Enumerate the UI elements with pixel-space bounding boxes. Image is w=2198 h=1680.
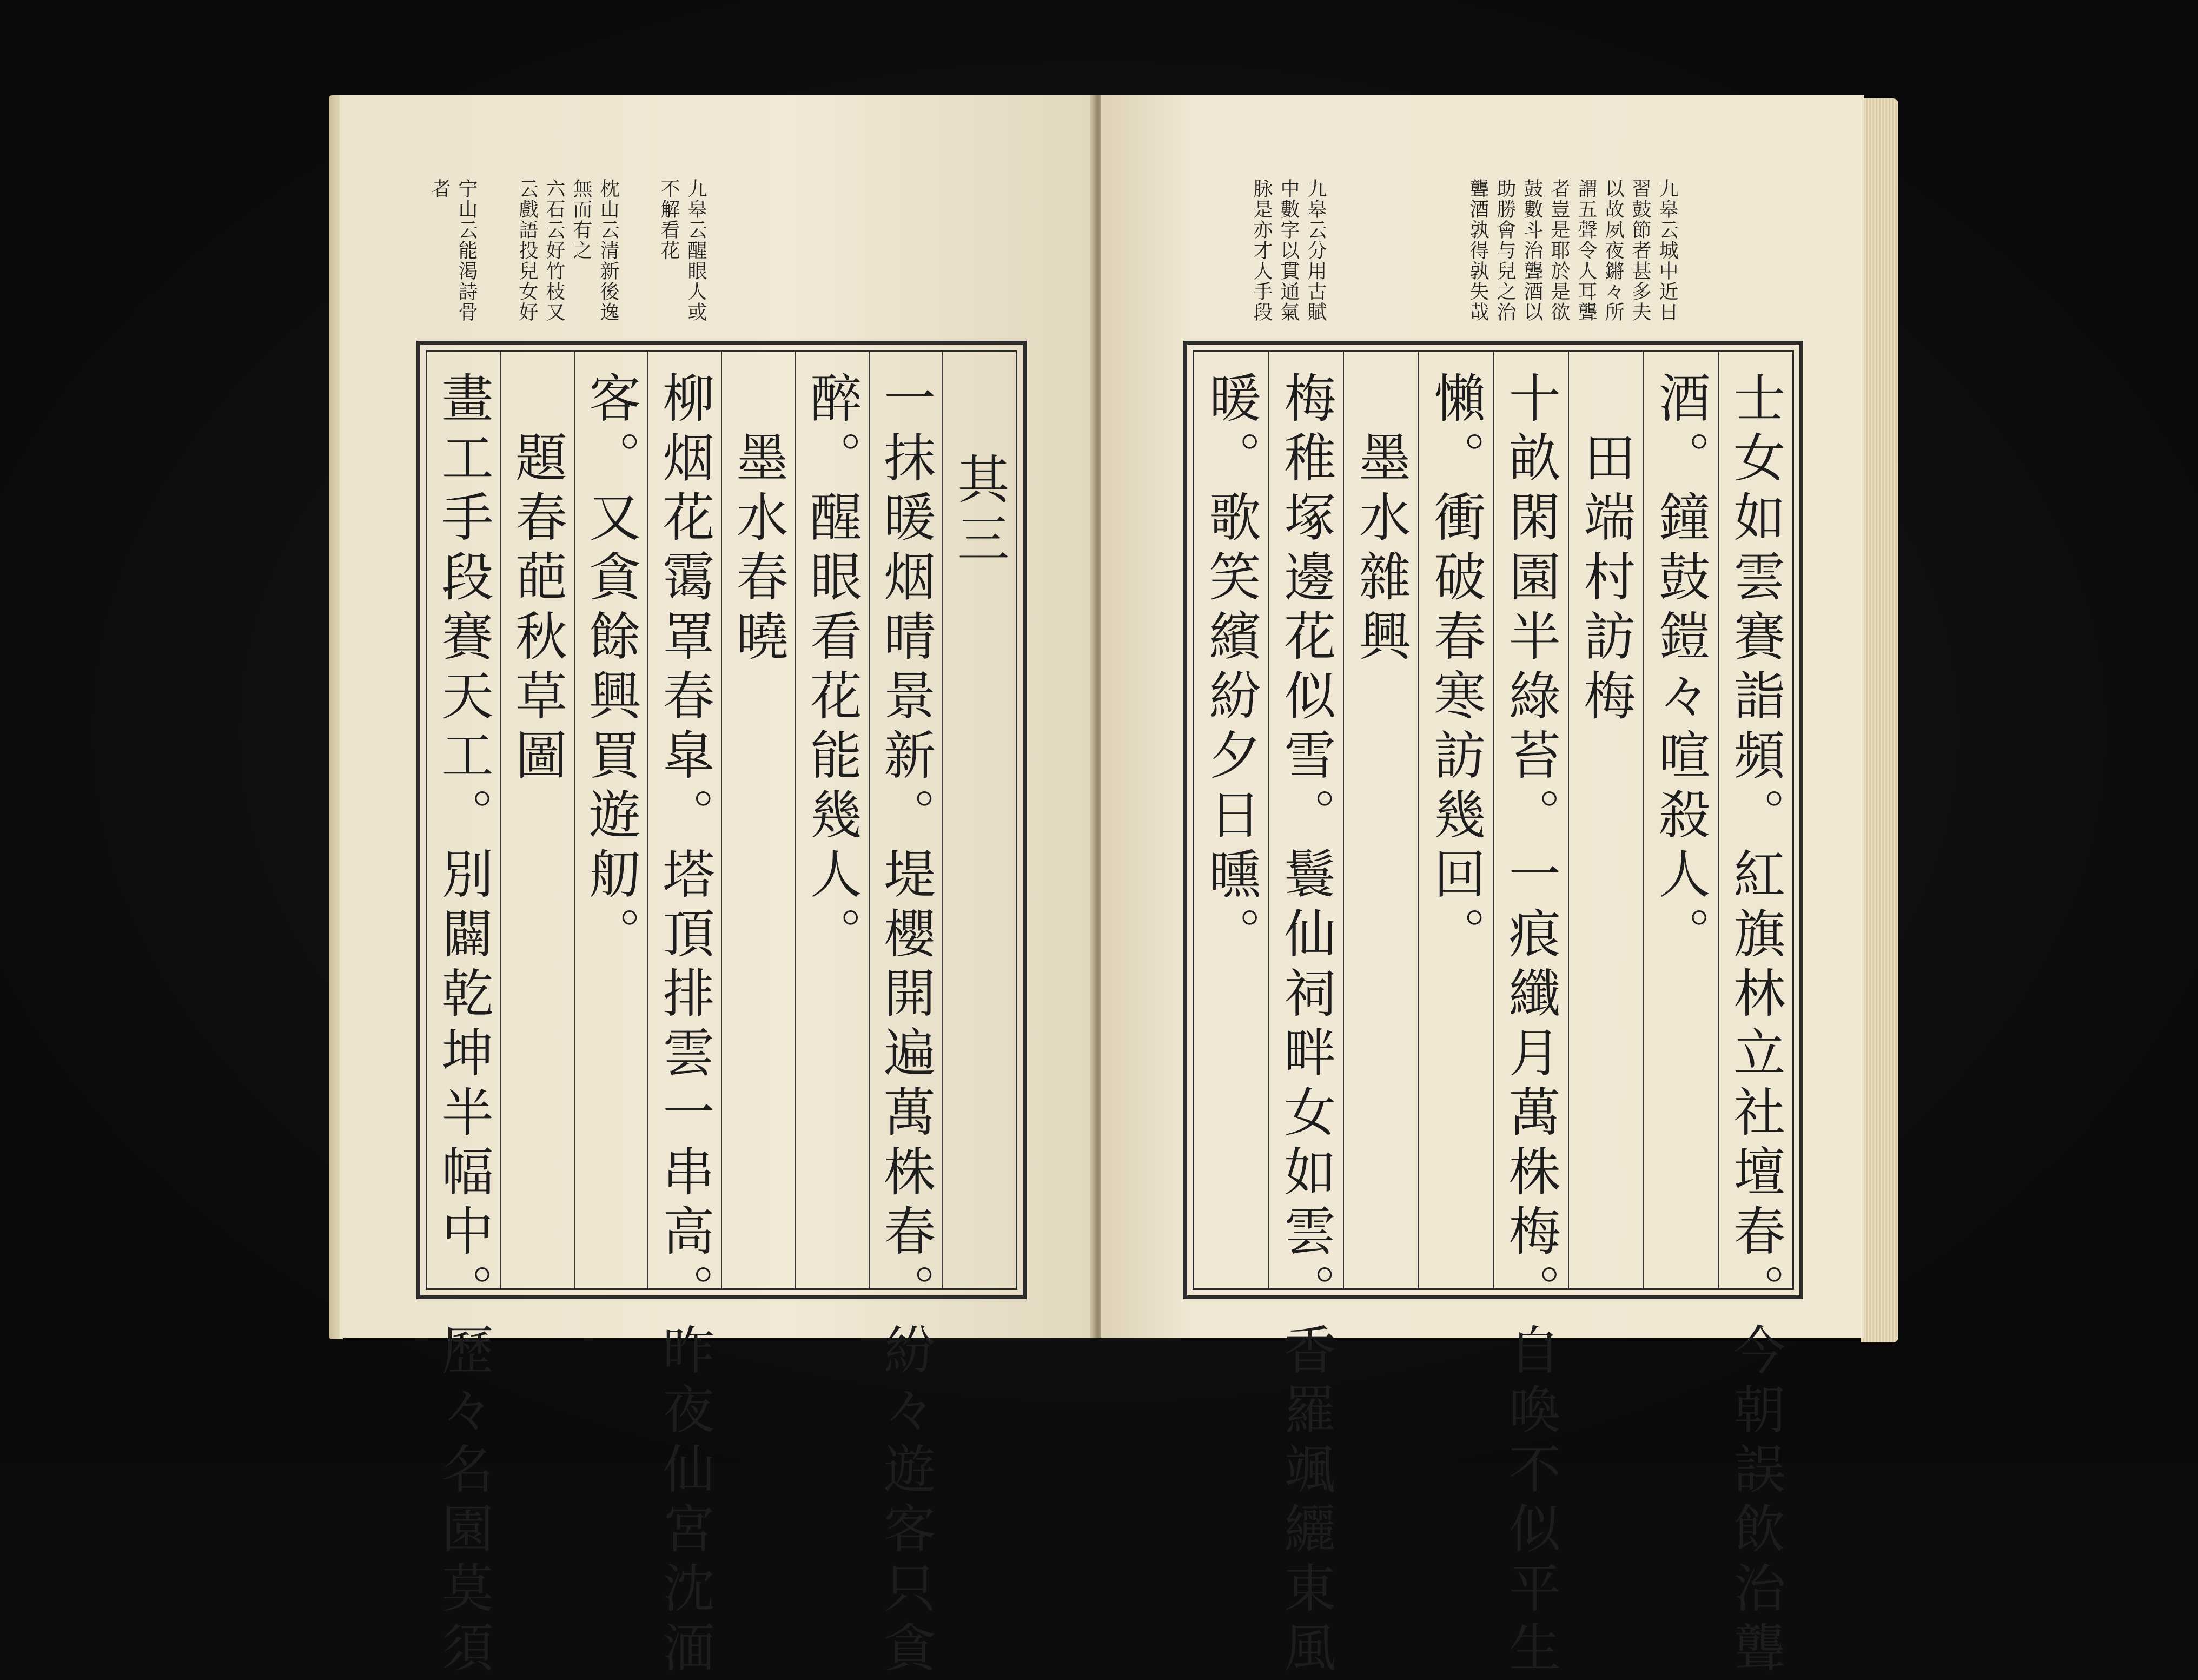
headnote-line: 鼓數斗治聾酒以 bbox=[1521, 178, 1543, 322]
text-column: 醉。醒眼看花能幾人。 bbox=[795, 352, 868, 1288]
headnote-line: 脉是亦才人手段 bbox=[1250, 178, 1273, 322]
text-column: 梅稚塚邊花似雪。鬟仙祠畔女如雲。香羅颯纚東風 bbox=[1268, 352, 1343, 1288]
text-column: 墨水雜興 bbox=[1343, 352, 1418, 1288]
headnote-line: 中數字以貫通氣 bbox=[1277, 178, 1300, 322]
text-column: 十畝閑園半綠苔。一痕纖月萬株梅。自喚不似平生 bbox=[1493, 352, 1568, 1288]
text-column: 田端村訪梅 bbox=[1568, 352, 1643, 1288]
headnote-line: 習鼓節者甚多夫 bbox=[1629, 178, 1651, 322]
right-text-frame bbox=[1183, 341, 1803, 1680]
text-column: 一抹暖烟晴景新。堤櫻開遍萬株春。紛々遊客只貪 bbox=[869, 352, 942, 1288]
headnote-line: 六石云好竹枝又 bbox=[543, 178, 565, 322]
headnote-line: 九皋云分用古賦 bbox=[1305, 178, 1327, 322]
text-column: 懶。衝破春寒訪幾回。 bbox=[1418, 352, 1493, 1288]
text-column: 酒。鐘鼓鎧々喧殺人。 bbox=[1643, 352, 1718, 1288]
headnote-line: 者 bbox=[428, 178, 451, 199]
headnote-line: 以故夙夜鏘々所 bbox=[1602, 178, 1624, 322]
headnote-line: 九皋云醒眼人或 bbox=[685, 178, 707, 322]
text-column: 暖。歌笑繽紛夕日曛。 bbox=[1201, 371, 1262, 966]
left-page-headnotes bbox=[428, 178, 706, 322]
text-column: 題春葩秋草圖 bbox=[500, 352, 573, 1288]
headnote-line: 枕山云清新後逸 bbox=[597, 178, 619, 322]
text-column: 士女如雲賽詣頻。紅旗林立社壇春。今朝誤飲治聾 bbox=[1718, 352, 1793, 1288]
headnote-line: 助勝會与兒之治 bbox=[1494, 178, 1516, 322]
text-column: 客。又貪餘興買遊舠。 bbox=[574, 352, 647, 1288]
text-column: 畫工手段賽天工。別闢乾坤半幅中。歷々名園莫須 bbox=[433, 371, 494, 1680]
headnote-line: 聾酒孰得孰失哉 bbox=[1467, 178, 1489, 322]
headnote-line: 九皋云城中近日 bbox=[1656, 178, 1678, 322]
headnote-line: 不解看花 bbox=[658, 178, 680, 261]
text-column: 其三 bbox=[942, 352, 1016, 1288]
headnote-line: 宁山云能渇詩骨 bbox=[455, 178, 478, 322]
left-text-frame bbox=[416, 341, 1027, 1680]
headnote-line: 無而有之 bbox=[570, 178, 592, 261]
text-column: 柳烟花霭罩春皐。塔頂排雲一串高。昨夜仙宮沈湎 bbox=[647, 352, 721, 1288]
headnote-line: 云戲語投兒女好 bbox=[516, 178, 538, 322]
book-page-stack-right bbox=[1861, 98, 1898, 1342]
headnote-line: 謂五聲令人耳聾 bbox=[1575, 178, 1597, 322]
right-page-headnotes bbox=[1250, 178, 1678, 322]
text-column: 墨水春曉 bbox=[721, 352, 795, 1288]
headnote-line: 者豈是耶於是欲 bbox=[1548, 178, 1570, 322]
